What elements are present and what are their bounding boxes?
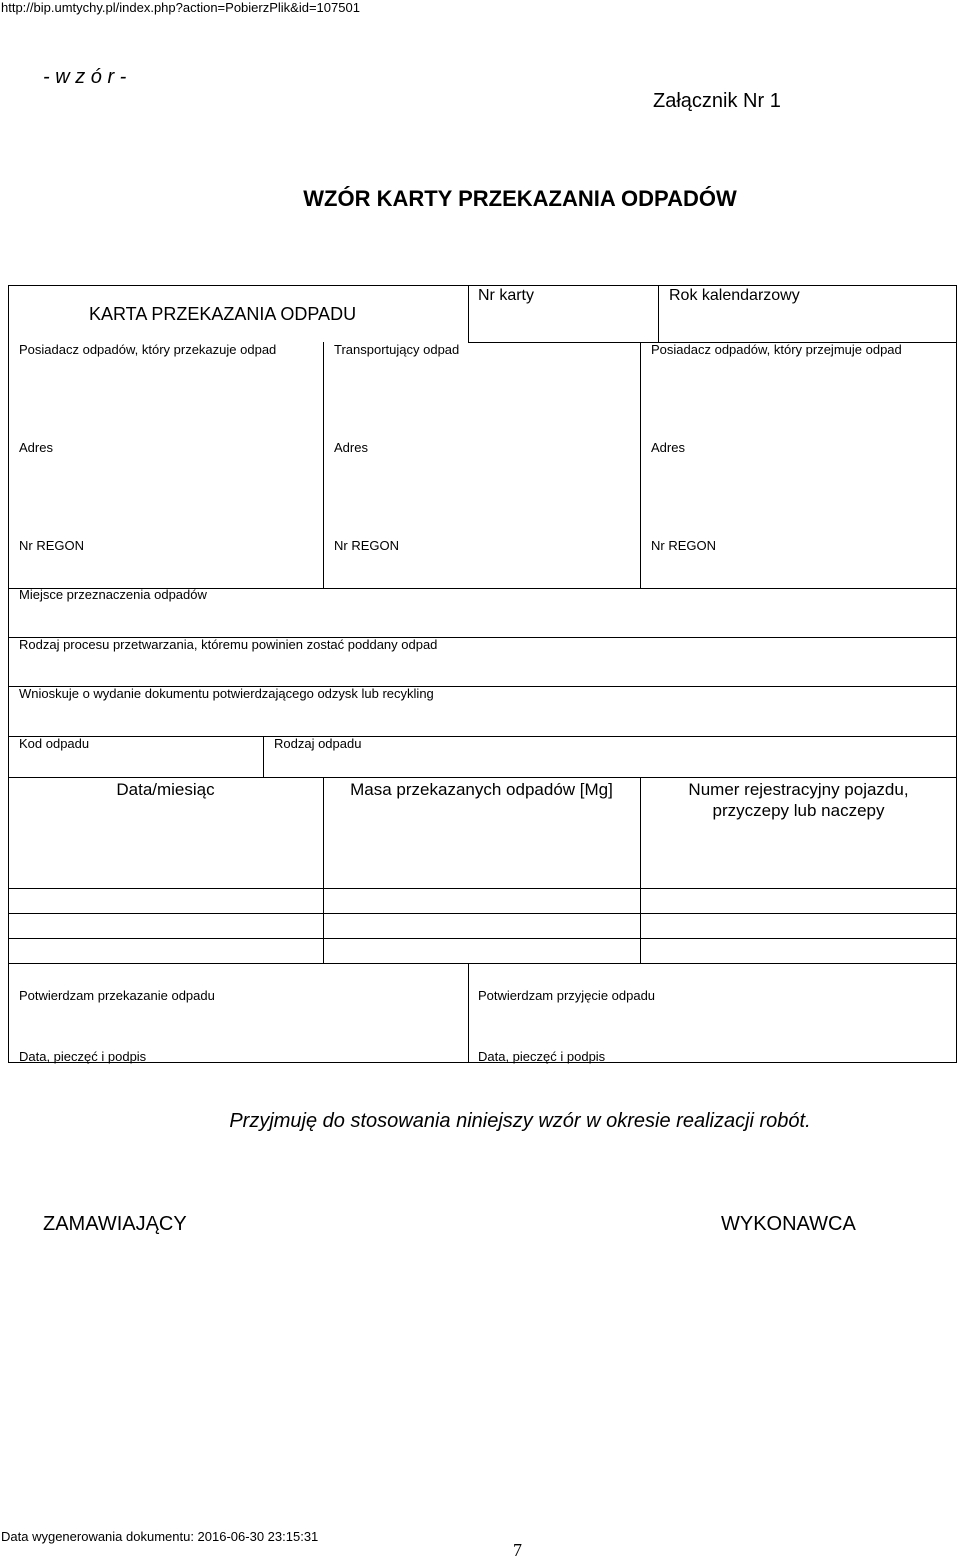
- recovery-request-field[interactable]: Wnioskuje o wydanie dokumentu potwierdzającego odzysk lub recykling: [19, 686, 434, 701]
- carrier-regon-field[interactable]: Nr REGON: [334, 538, 399, 553]
- vehicle-column-header-line1: Numer rejestracyjny pojazdu,: [688, 780, 909, 799]
- divider: [8, 777, 957, 778]
- divider: [468, 285, 469, 342]
- client-label: ZAMAWIAJĄCY: [43, 1213, 187, 1235]
- divider: [658, 285, 659, 342]
- page-title: WZÓR KARTY PRZEKAZANIA ODPADÓW: [303, 186, 737, 211]
- card-number-field[interactable]: Nr karty: [478, 287, 534, 304]
- divider: [263, 736, 264, 777]
- sender-regon-field[interactable]: Nr REGON: [19, 538, 84, 553]
- destination-field[interactable]: Miejsce przeznaczenia odpadów: [19, 587, 207, 602]
- sender-address-field[interactable]: Adres: [19, 440, 53, 455]
- divider: [640, 342, 641, 588]
- attachment-label: Załącznik Nr 1: [653, 90, 781, 112]
- sender-signature-field[interactable]: Data, pieczęć i podpis: [19, 1049, 147, 1064]
- vehicle-column-header-line2: przyczepy lub naczepy: [712, 801, 885, 820]
- confirm-receipt-label: Potwierdzam przyjęcie odpadu: [478, 988, 656, 1003]
- date-column-header: Data/miesiąc: [116, 780, 215, 799]
- receiver-address-field[interactable]: Adres: [651, 440, 685, 455]
- card-title: KARTA PRZEKAZANIA ODPADU: [89, 304, 357, 324]
- carrier-address-field[interactable]: Adres: [334, 440, 368, 455]
- mass-column-header: Masa przekazanych odpadów [Mg]: [350, 780, 613, 799]
- calendar-year-field[interactable]: Rok kalendarzowy: [669, 287, 800, 304]
- template-marker: - w z ó r -: [43, 66, 127, 88]
- divider: [8, 938, 957, 939]
- divider: [8, 736, 957, 737]
- contractor-label: WYKONAWCA: [721, 1213, 856, 1235]
- divider: [323, 777, 324, 963]
- confirm-transfer-label: Potwierdzam przekazanie odpadu: [19, 988, 215, 1003]
- party-sender-label: Posiadacz odpadów, który przekazuje odpad: [19, 342, 277, 357]
- source-url: http://bip.umtychy.pl/index.php?action=PobierzPlik&id=107501: [1, 0, 360, 15]
- divider: [8, 913, 957, 914]
- process-type-field[interactable]: Rodzaj procesu przetwarzania, któremu powinien zostać poddany odpad: [19, 637, 438, 652]
- card-frame: [8, 285, 957, 1063]
- divider: [323, 342, 324, 588]
- receiver-signature-field[interactable]: Data, pieczęć i podpis: [478, 1049, 606, 1064]
- divider: [8, 888, 957, 889]
- waste-type-field[interactable]: Rodzaj odpadu: [274, 736, 362, 751]
- party-receiver-label: Posiadacz odpadów, który przejmuje odpad: [651, 342, 902, 357]
- receiver-regon-field[interactable]: Nr REGON: [651, 538, 716, 553]
- page-number: 7: [513, 1540, 522, 1560]
- acceptance-statement: Przyjmuję do stosowania niniejszy wzór w okresie realizacji robót.: [229, 1110, 811, 1132]
- waste-code-field[interactable]: Kod odpadu: [19, 736, 90, 751]
- party-carrier-label: Transportujący odpad: [334, 342, 460, 357]
- divider: [468, 963, 469, 1063]
- divider: [8, 963, 957, 964]
- generation-date: Data wygenerowania dokumentu: 2016-06-30 23:15:31: [1, 1529, 319, 1544]
